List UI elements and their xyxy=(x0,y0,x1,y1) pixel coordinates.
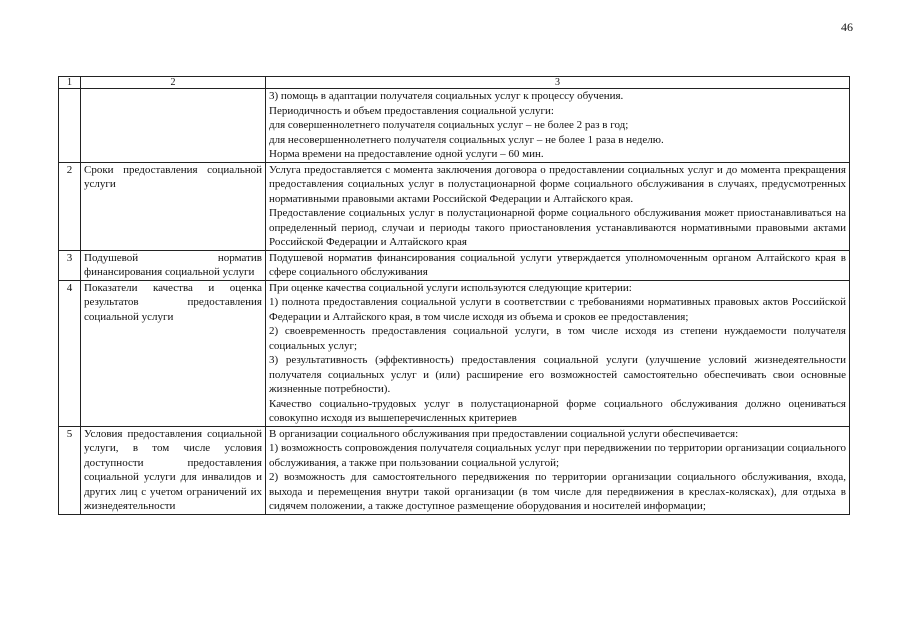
table-row xyxy=(59,89,850,163)
column-header: 2 xyxy=(81,77,266,89)
row-content xyxy=(266,280,850,426)
paragraph: 2) своевременность предоставления социальной услуги, в том числе исходя из степени нуждаемости получателя социальных услуг; xyxy=(269,325,846,352)
service-standard-table xyxy=(58,76,850,515)
paragraph: для несовершеннолетнего получателя социальных услуг – не более 1 раза в неделю. xyxy=(269,133,664,146)
paragraph: В организации социального обслуживания при предоставлении социальной услуги обеспечивается: xyxy=(269,427,739,440)
row-title: Показатели качества и оценка результатов предоставления социальной услуги xyxy=(81,280,266,426)
paragraph: 1) возможность сопровождения получателя социальных услуг при передвижении по территории организации социального обслуживания, а также при пользовании социальной услугой; xyxy=(269,442,846,469)
table-row xyxy=(59,250,850,280)
paragraph: Качество социально-трудовых услуг в полустационарной форме социального обслуживания должно оцениваться совокупно исходя из вышеперечисленных критериев xyxy=(269,397,846,424)
column-header: 3 xyxy=(266,77,850,89)
table-row xyxy=(59,280,850,426)
paragraph: 3) помощь в адаптации получателя социальных услуг к процессу обучения. xyxy=(269,90,624,102)
paragraph: Норма времени на предоставление одной услуги – 60 мин. xyxy=(269,148,544,160)
paragraph: Периодичность и объем предоставления социальной услуги: xyxy=(269,104,554,117)
paragraph: При оценке качества социальной услуги используются следующие критерии: xyxy=(269,281,632,294)
row-content xyxy=(266,162,850,250)
paragraph: Предоставление социальных услуг в полустационарной форме социального обслуживания может приостанавливаться на определенный период, случаи и периоды такого приостановления устанавливаются нормативными правовыми актами Российской Федерации и Алтайского края xyxy=(269,207,846,248)
row-title: Сроки предоставления социальной услуги xyxy=(81,162,266,250)
row-number: 3 xyxy=(59,250,81,280)
row-title: Подушевой норматив финансирования социальной услуги xyxy=(81,250,266,280)
paragraph: для совершеннолетнего получателя социальных услуг – не более 2 раз в год; xyxy=(269,119,629,131)
table-row xyxy=(59,426,850,514)
paragraph: 1) полнота предоставления социальной услуги в соответствии с требованиями нормативных правовых актов Российской Федерации и Алтайского края, в том числе исходя из объема и сроков ее предоставления; xyxy=(269,296,846,323)
table-row xyxy=(59,162,850,250)
row-content xyxy=(266,250,850,280)
row-content xyxy=(266,89,850,163)
row-number: 5 xyxy=(59,426,81,514)
row-content xyxy=(266,426,850,514)
page-number: 46 xyxy=(841,20,853,34)
paragraph: 3) результативность (эффективность) предоставления социальной услуги (улучшение условий жизнедеятельности получателя социальных услуг и (или) расширение его возможностей самостоятельно обеспечивать свои основные жизненные потребности). xyxy=(269,354,846,395)
row-title: Условия предоставления социальной услуги, в том числе условия доступности предоставления социальной услуги для инвалидов и других лиц с учетом ограничений их жизнедеятельности xyxy=(81,426,266,514)
row-number xyxy=(59,89,81,163)
row-title xyxy=(81,89,266,163)
column-header: 1 xyxy=(59,77,81,89)
row-number: 2 xyxy=(59,162,81,250)
paragraph: Подушевой норматив финансирования социальной услуги утверждается уполномоченным органом Алтайского края в сфере социального обслуживания xyxy=(269,251,846,278)
paragraph: Услуга предоставляется с момента заключения договора о предоставлении социальных услуг и до момента прекращения предоставления социальных услуг в полустационарной форме социального обслуживания в случаях, предусмотренных нормативными правовыми актами Российской Федерации и Алтайского края. xyxy=(269,163,846,205)
paragraph: 2) возможность для самостоятельного передвижения по территории организации социального обслуживания, входа, выхода и перемещения внутри такой организации (в том числе для передвижения в креслах-колясках), для отдыха в сидячем положении, а также доступное размещение оборудования и носителей информации; xyxy=(269,471,846,512)
table-header-row xyxy=(59,77,850,89)
row-number: 4 xyxy=(59,280,81,426)
